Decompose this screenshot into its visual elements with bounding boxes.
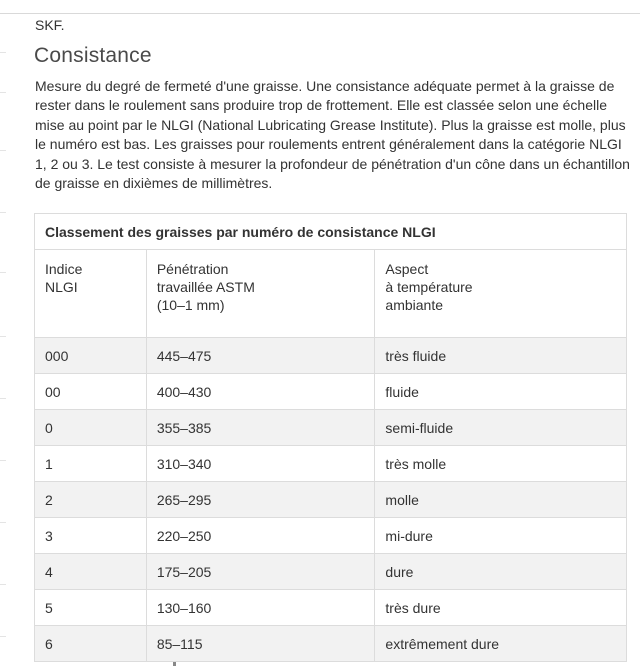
table-row (35, 626, 627, 662)
cell-aspect: mi-dure (375, 518, 627, 554)
cell-penetration: 220–250 (146, 518, 375, 554)
cell-nlgi: 000 (35, 338, 147, 374)
cell-aspect: très dure (375, 590, 627, 626)
description-paragraph: Mesure du degré de fermeté d'une graisse. Une consistance adéquate permet à la graisse de rester dans le roulement sans produire trop de frottement. Elle est classée selon une échelle mise au point par le NLGI (National Lubricating Grease Institute). Plus la graisse est molle, plus le numéro est bas. Les graisses pour roulements entrent généralement dans la catégorie NLGI 1, 2 ou 3. Le test consiste à mesurer la profondeur de pénétration d'un cône dans un échantillon de graisse en dixièmes de millimètres. (35, 78, 630, 192)
cell-nlgi: 0 (35, 410, 147, 446)
cell-nlgi: 5 (35, 590, 147, 626)
table-header-row (35, 250, 627, 338)
cut-off-glyph-fragment (173, 662, 176, 666)
header-nlgi-index (35, 250, 147, 338)
table-caption: Classement des graisses par numéro de consistance NLGI (35, 214, 627, 250)
cell-aspect: molle (375, 482, 627, 518)
cell-penetration: 310–340 (146, 446, 375, 482)
table-row (35, 518, 627, 554)
header-line: Pénétration (156, 261, 229, 277)
cell-nlgi: 4 (35, 554, 147, 590)
top-divider (0, 13, 640, 14)
cell-nlgi: 1 (35, 446, 147, 482)
cell-aspect: très molle (375, 446, 627, 482)
cell-penetration: 355–385 (146, 410, 375, 446)
table-row (35, 482, 627, 518)
header-line: NLGI (45, 279, 78, 295)
cell-penetration: 130–160 (146, 590, 375, 626)
header-line: (10–1 mm) (156, 297, 225, 313)
cell-nlgi: 2 (35, 482, 147, 518)
cell-penetration: 445–475 (146, 338, 375, 374)
cell-aspect: très fluide (375, 338, 627, 374)
table-row (35, 446, 627, 482)
cell-aspect: fluide (375, 374, 627, 410)
cell-penetration: 400–430 (146, 374, 375, 410)
header-line: Aspect (385, 261, 429, 277)
table-row (35, 590, 627, 626)
brand-logo-text: SKF. (35, 17, 65, 33)
cell-penetration: 265–295 (146, 482, 375, 518)
table-row (35, 338, 627, 374)
cell-penetration: 85–115 (146, 626, 375, 662)
cell-nlgi: 6 (35, 626, 147, 662)
cell-aspect: extrêmement dure (375, 626, 627, 662)
cell-aspect: dure (375, 554, 627, 590)
cell-aspect: semi-fluide (375, 410, 627, 446)
cell-penetration: 175–205 (146, 554, 375, 590)
nlgi-table (34, 213, 627, 662)
cell-nlgi: 00 (35, 374, 147, 410)
table-row (35, 410, 627, 446)
header-penetration (146, 250, 375, 338)
header-line: travaillée ASTM (156, 279, 255, 295)
header-line: à température (385, 279, 473, 295)
cell-nlgi: 3 (35, 518, 147, 554)
header-line: ambiante (385, 297, 444, 313)
table-row (35, 554, 627, 590)
header-line: Indice (45, 261, 83, 277)
page-title: Consistance (34, 44, 152, 67)
header-aspect (375, 250, 627, 338)
table-row (35, 374, 627, 410)
